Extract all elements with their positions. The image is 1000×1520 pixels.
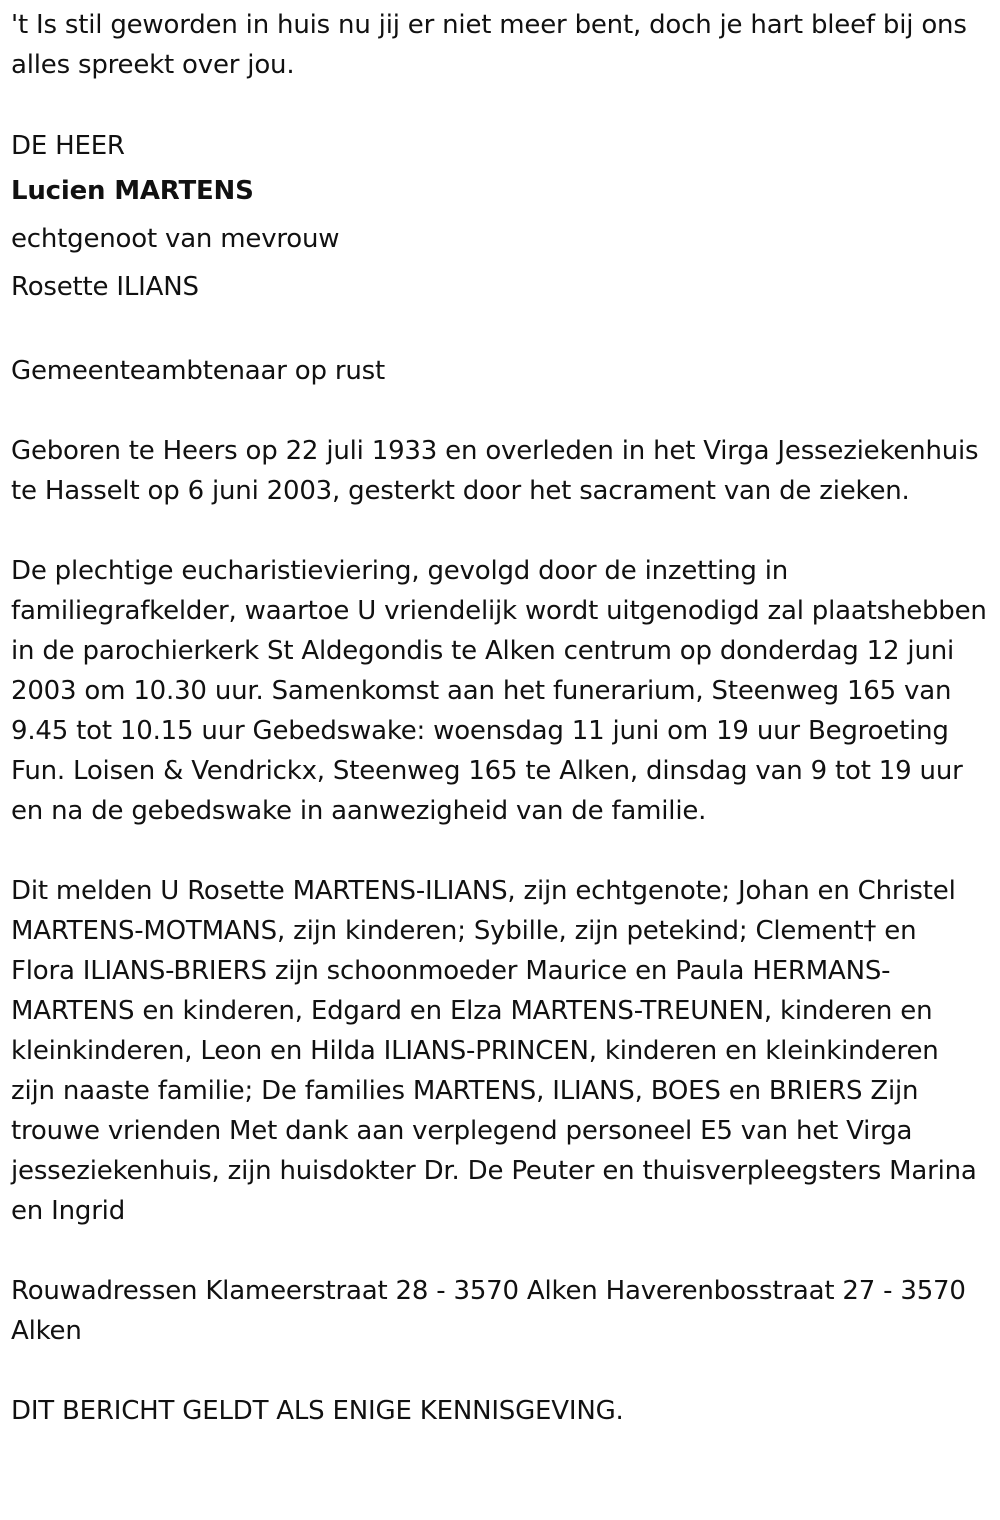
spacer: [11, 311, 988, 351]
spouse-name: Rosette ILIANS: [11, 272, 199, 302]
spacer: [11, 85, 988, 125]
relation-text: echtgenoot van mevrouw: [11, 224, 340, 254]
spacer: [11, 831, 988, 871]
occupation-text: Gemeenteambtenaar op rust: [11, 356, 385, 386]
spacer: [11, 391, 988, 431]
honorific-title: DE HEER: [11, 131, 125, 161]
deceased-name: Lucien MARTENS: [11, 176, 254, 206]
spacer: [11, 1231, 988, 1271]
announcers-paragraph: Dit melden U Rosette MARTENS-ILIANS, zijn echtgenote; Johan en Christel MARTENS-MOTMANS, zijn kinderen; Sybille, zijn petekind; Clement† en Flora ILIANS-BRIERS zijn schoonmoeder Maurice en Paula HERMANS-MARTENS en kinderen, Edgard en Elza MARTENS-TREUNEN, kinderen en kleinkinderen, Leon en Hilda ILIANS-PRINCEN, kinderen en kleinkinderen zijn naaste familie; De families MARTENS, ILIANS, BOES en BRIERS Zijn trouwe vrienden Met dank aan verplegend personeel E5 van het Virga jesseziekenhuis, zijn huisdokter Dr. De Peuter en thuisverpleegsters Marina en Ingrid: [11, 876, 977, 1226]
spacer: [11, 511, 988, 551]
mourning-addresses: Rouwadressen Klameerstraat 28 - 3570 Alken Haverenbosstraat 27 - 3570 Alken: [11, 1276, 966, 1346]
spacer: [11, 1351, 988, 1391]
birth-death-paragraph: Geboren te Heers op 22 juli 1933 en overleden in het Virga Jesseziekenhuis te Hasselt op 6 juni 2003, gesterkt door het sacrament van de zieken.: [11, 436, 979, 506]
ceremony-paragraph: De plechtige eucharistieviering, gevolgd door de inzetting in familiegrafkelder, waartoe U vriendelijk wordt uitgenodigd zal plaatshebben in de parochierkerk St Aldegondis te Alken centrum op donderdag 12 juni 2003 om 10.30 uur. Samenkomst aan het funerarium, Steenweg 165 van 9.45 tot 10.15 uur Gebedswake: woensdag 11 juni om 19 uur Begroeting Fun. Loisen & Vendrickx, Steenweg 165 te Alken, dinsdag van 9 tot 19 uur en na de gebedswake in aanwezigheid van de familie.: [11, 556, 987, 826]
notice-text: DIT BERICHT GELDT ALS ENIGE KENNISGEVING.: [11, 1396, 624, 1426]
intro-verse: 't Is stil geworden in huis nu jij er niet meer bent, doch je hart bleef bij ons alles spreekt over jou.: [11, 10, 967, 80]
